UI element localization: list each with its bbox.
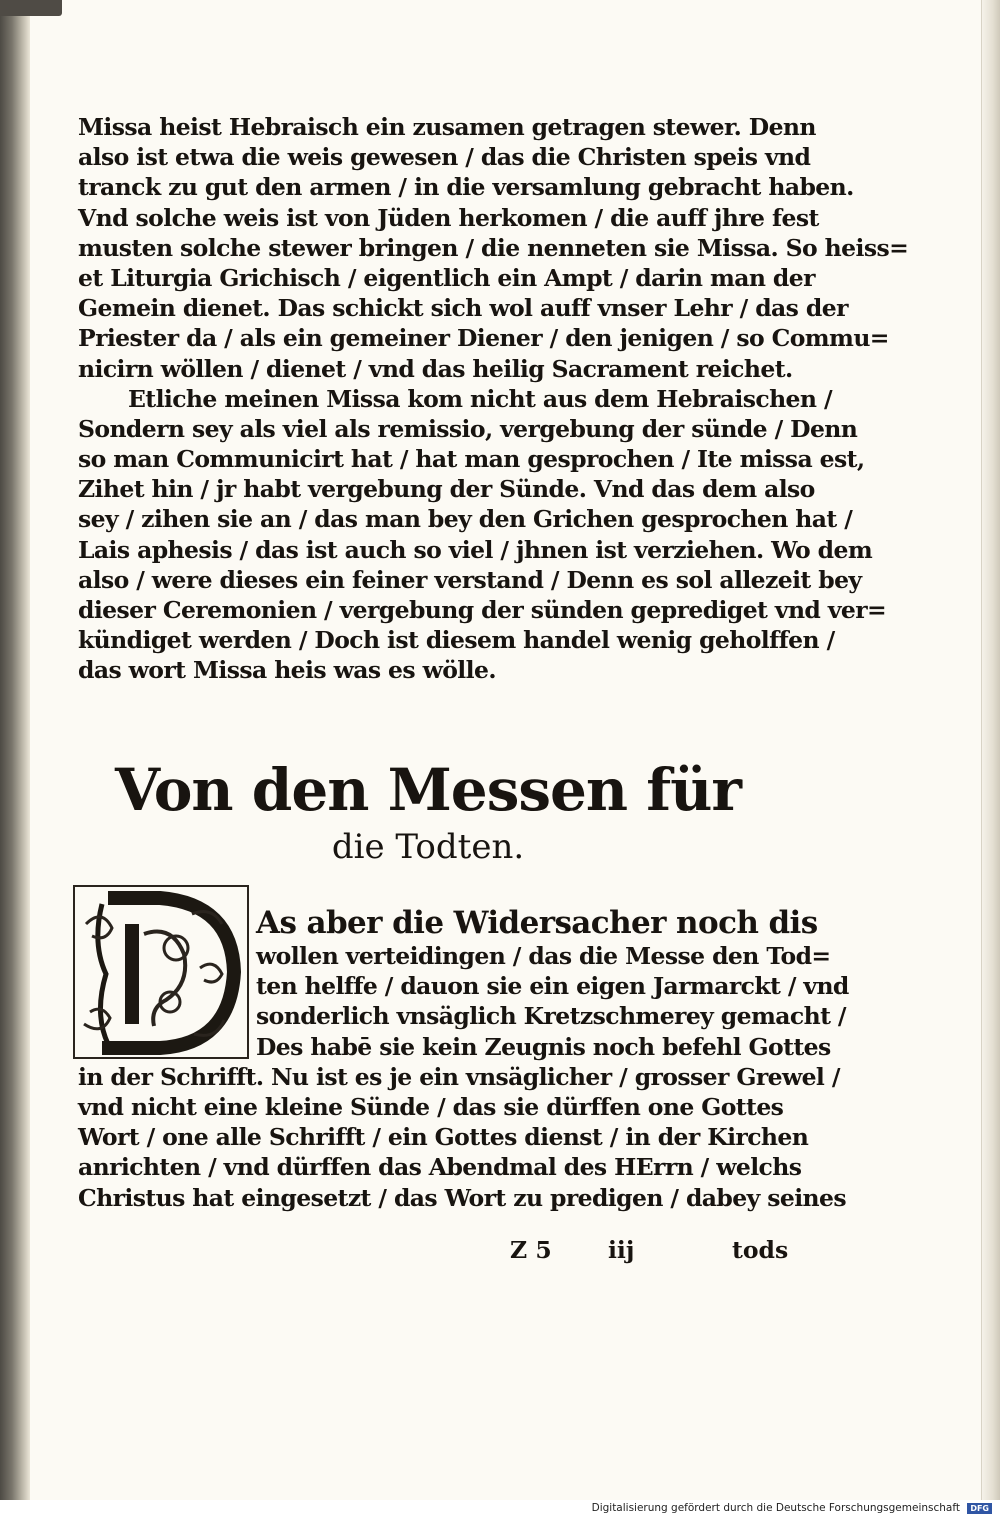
signature-numeral: iij [608,1236,635,1264]
page-footer-line [78,1236,798,1266]
text-line: kündiget werden / Doch ist diesem handel wenig geholffen / [78,626,835,655]
heading-line-2: die Todten. [331,827,525,867]
text-line: sonderlich vnsäglich Kretzschmerey gemacht / [256,1002,846,1031]
text-line: Wort / one alle Schrifft / ein Gottes dienst / in der Kirchen [78,1123,809,1152]
text-line: in der Schrifft. Nu ist es je ein vnsäglicher / grosser Grewel / [78,1062,840,1091]
body-text-lower [78,905,849,1213]
binding-tab [0,0,62,16]
heading-line-1: Von den Messen für [115,756,741,824]
text-line: vnd nicht eine kleine Sünde / das sie dürffen one Gottes [78,1092,784,1121]
text-line: Gemein dienet. Das schickt sich wol auff vnser Lehr / das der [78,294,848,323]
text-line: anrichten / vnd dürffen das Abendmal des HErrn / welchs [78,1153,802,1182]
dfg-logo-icon: DFG [967,1503,992,1514]
text-line: Etliche meinen Missa kom nicht aus dem Hebraischen / [128,384,832,413]
text-line: dieser Ceremonien / vergebung der sünden geprediget vnd ver= [78,596,887,624]
body-text-upper [78,112,909,686]
footer-bar [0,1500,1000,1518]
text-line: so man Communicirt hat / hat man gesprochen / Ite missa est, [78,445,865,474]
text-line: musten solche stewer bringen / die nenneten sie Missa. So heiss= [78,233,909,262]
text-line: Priester da / als ein gemeiner Diener / den jenigen / so Commu= [78,324,889,353]
text-line: Lais aphesis / das ist auch so viel / jhnen ist verziehen. Wo dem [78,535,873,564]
page-right-edge [982,0,1000,1500]
text-line: ten helffe / dauon sie ein eigen Jarmarckt / vnd [256,972,849,1001]
text-line: Missa heist Hebraisch ein zusamen getragen stewer. Denn [78,113,816,141]
text-line: Sondern sey als viel als remissio, vergebung der sünde / Denn [78,414,858,443]
section-heading [78,755,778,867]
text-line: sey / zihen sie an / das man bey den Grichen gesprochen hat / [78,505,853,534]
book-spine-edge [0,0,30,1500]
text-line: Christus hat eingesetzt / das Wort zu predigen / dabey seines [78,1183,847,1212]
text-line: also ist etwa die weis gewesen / das die Christen speis vnd [78,143,811,172]
text-line: As aber die Widersacher noch dis [256,905,818,941]
text-line: das wort Missa heis was es wölle. [78,656,496,685]
text-line: nicirn wöllen / dienet / vnd das heilig Sacrament reichet. [78,354,793,383]
text-line: also / were dieses ein feiner verstand / Denn es sol allezeit bey [78,565,862,594]
text-line: et Liturgia Grichisch / eigentlich ein Ampt / darin man der [78,263,815,292]
text-line: Zihet hin / jr habt vergebung der Sünde. Vnd das dem also [78,475,815,504]
catchword: tods [732,1236,789,1264]
text-line: Des habē sie kein Zeugnis noch befehl Gottes [256,1032,831,1061]
text-line: Vnd solche weis ist von Jüden herkomen / die auff jhre fest [78,203,819,232]
text-line: wollen verteidingen / das die Messe den Tod= [256,942,831,970]
funding-credit: Digitalisierung gefördert durch die Deutsche Forschungsgemeinschaft [591,1502,960,1514]
text-line: tranck zu gut den armen / in die versamlung gebracht haben. [78,173,854,202]
signature-mark: Z 5 [510,1236,552,1264]
